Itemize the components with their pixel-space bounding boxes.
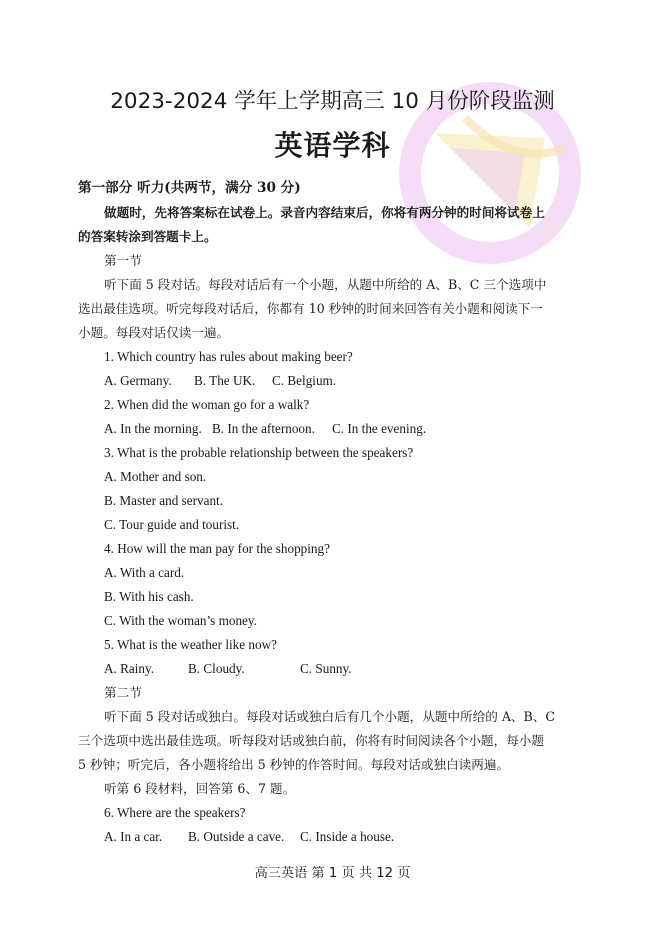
option-a: A. In a car. [104, 829, 163, 844]
question-2-stem: 2. When did the woman go for a walk? [104, 397, 310, 412]
option-a: A. In the morning. [104, 421, 202, 436]
section2-label: 第二节 [104, 685, 142, 700]
section2-directions-line3: 5 秒钟；听完后，各小题将给出 5 秒钟的作答时间。每段对话或独白读两遍。 [78, 757, 510, 772]
option-c: C. In the evening. [332, 421, 427, 436]
option-b: B. Cloudy. [188, 661, 245, 676]
option-b: B. In the afternoon. [212, 421, 315, 436]
option-c: C. Sunny. [300, 661, 352, 676]
section1-directions-line1: 听下面 5 段对话。每段对话后有一个小题，从题中所给的 A、B、C 三个选项中 [104, 277, 547, 292]
question-6-options [104, 829, 665, 845]
option-a: A. Germany. [104, 373, 172, 388]
section2-directions-line1: 听下面 5 段对话或独白。每段对话或独白后有几个小题，从题中所给的 A、B、C [104, 709, 556, 724]
question-1-options [104, 373, 665, 389]
option-b: B. The UK. [194, 373, 256, 388]
question-4-option-b: B. With his cash. [104, 589, 194, 604]
section1-directions-line2: 选出最佳选项。听完每段对话后，你都有 10 秒钟的时间来回答有关小题和阅读下一 [78, 301, 543, 316]
question-5-options [104, 661, 665, 677]
question-3-stem: 3. What is the probable relationship between the speakers? [104, 445, 414, 460]
option-c: C. Belgium. [272, 373, 337, 388]
option-c: C. Inside a house. [300, 829, 395, 844]
question-3-option-c: C. Tour guide and tourist. [104, 517, 240, 532]
option-b: B. Outside a cave. [188, 829, 285, 844]
question-1-stem: 1. Which country has rules about making beer? [104, 349, 353, 364]
exam-title: 2023-2024 学年上学期高三 10 月份阶段监测 [110, 89, 555, 114]
question-5-stem: 5. What is the weather like now? [104, 637, 277, 652]
question-4-stem: 4. How will the man pay for the shopping? [104, 541, 330, 556]
material-6-instruction: 听第 6 段材料，回答第 6、7 题。 [104, 781, 296, 796]
section1-directions-line3: 小题。每段对话仅读一遍。 [78, 325, 230, 340]
question-3-option-b: B. Master and servant. [104, 493, 224, 508]
question-2-options [104, 421, 665, 437]
page-footer: 高三英语 第 1 页 共 12 页 [254, 866, 411, 881]
section1-label: 第一节 [104, 253, 142, 268]
section2-directions-line2: 三个选项中选出最佳选项。听每段对话或独白前，你将有时间阅读各个小题，每小题 [78, 733, 544, 748]
question-6-stem: 6. Where are the speakers? [104, 805, 246, 820]
question-4-option-a: A. With a card. [104, 565, 185, 580]
subject-title: 英语学科 [274, 129, 391, 162]
part1-instructions-line2: 的答案转涂到答题卡上。 [78, 229, 217, 244]
question-3-option-a: A. Mother and son. [104, 469, 207, 484]
question-4-option-c: C. With the woman’s money. [104, 613, 257, 628]
part1-instructions-line1: 做题时，先将答案标在试卷上。录音内容结束后，你将有两分钟的时间将试卷上 [104, 205, 545, 220]
option-a: A. Rainy. [104, 661, 155, 676]
part1-heading: 第一部分 听力(共两节，满分 30 分) [78, 180, 301, 196]
